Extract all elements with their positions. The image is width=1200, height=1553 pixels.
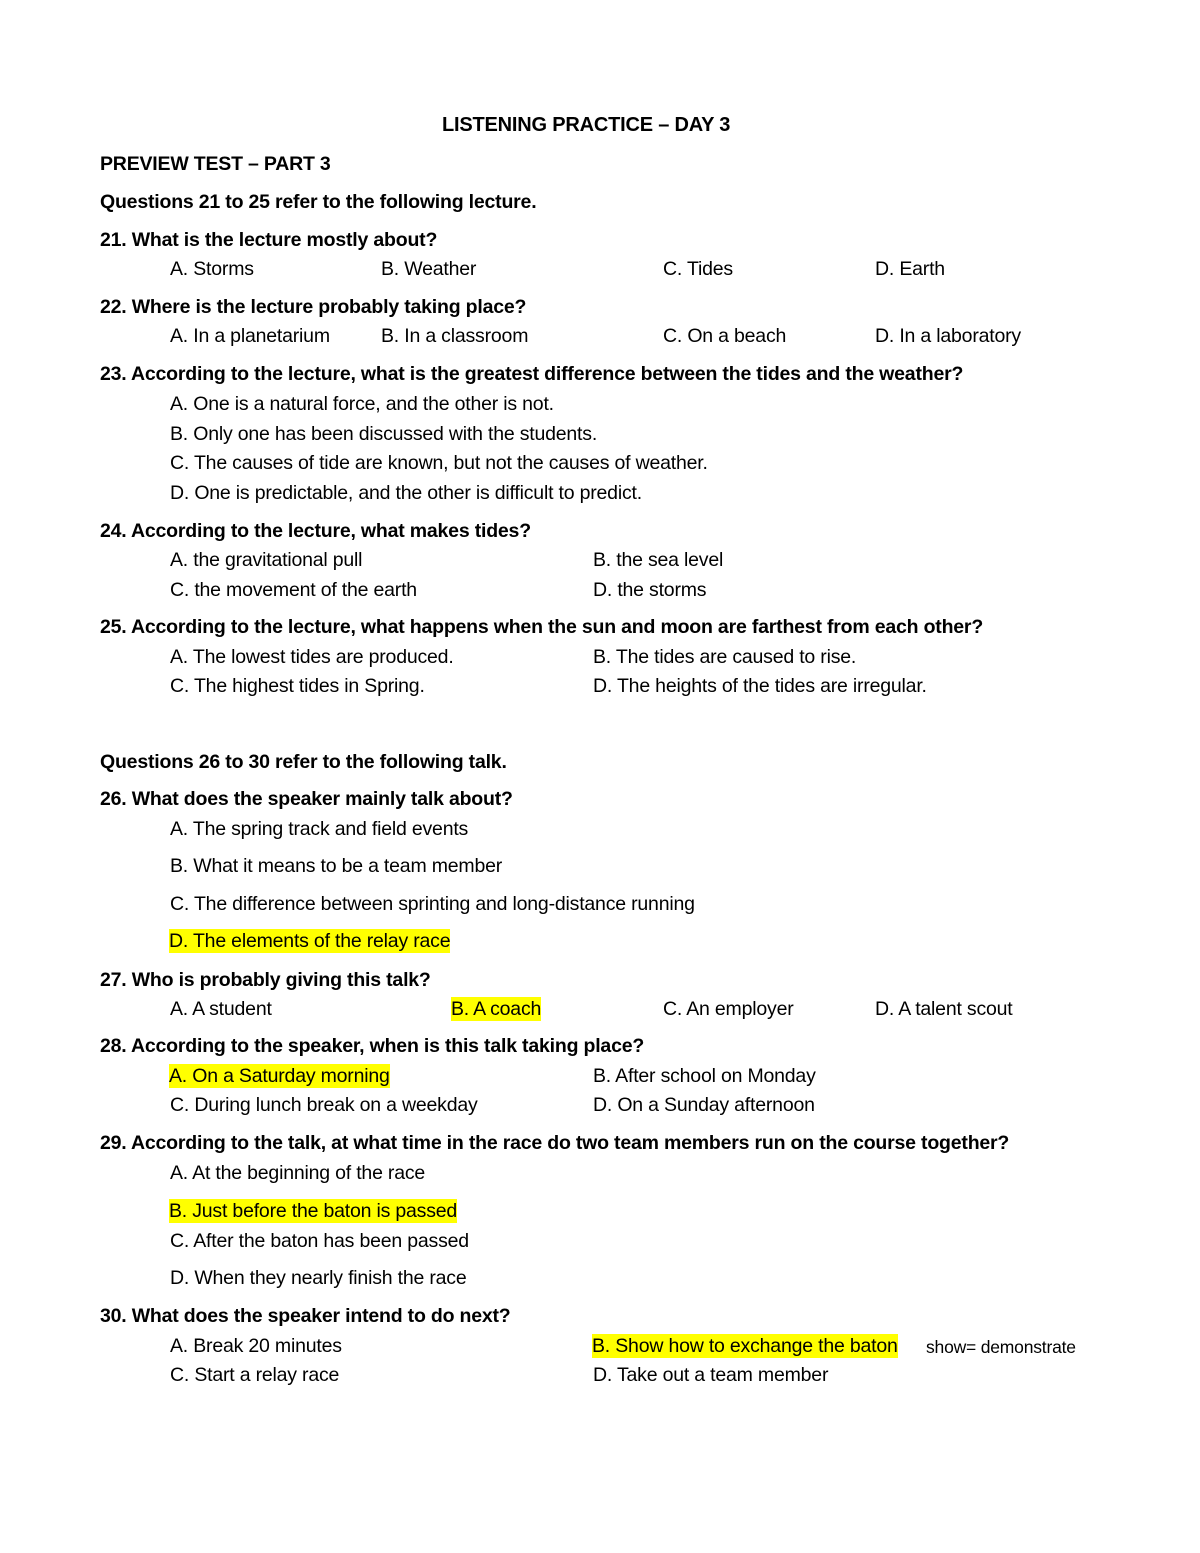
question-stem: 28. According to the speaker, when is this talk taking place?	[100, 1035, 645, 1057]
answer-option: A. At the beginning of the race	[170, 1162, 426, 1184]
answer-option: C. the movement of the earth	[170, 579, 417, 601]
question-stem: 22. Where is the lecture probably taking place?	[100, 296, 527, 318]
question-stem: 27. Who is probably giving this talk?	[100, 969, 431, 991]
answer-option: D. In a laboratory	[875, 325, 1021, 347]
answer-option: A. The spring track and field events	[170, 818, 469, 840]
answer-option: A. A student	[170, 998, 272, 1020]
answer-option: B. The tides are caused to rise.	[593, 646, 857, 668]
answer-option: D. When they nearly finish the race	[170, 1267, 467, 1289]
answer-option: D. Take out a team member	[593, 1364, 829, 1386]
answer-option: A. In a planetarium	[170, 325, 330, 347]
question-stem: 23. According to the lecture, what is the greatest difference between the tides and the weather?	[100, 363, 964, 385]
answer-option: A. Break 20 minutes	[170, 1335, 342, 1357]
answer-option: C. Start a relay race	[170, 1364, 340, 1386]
answer-option: B. After school on Monday	[593, 1065, 816, 1087]
answer-option: D. the storms	[593, 579, 707, 601]
answer-option: A. Storms	[170, 258, 254, 280]
highlighted-answer: A. On a Saturday morning	[169, 1065, 390, 1087]
section-intro: Questions 21 to 25 refer to the following lecture.	[100, 191, 537, 213]
answer-option: D. One is predictable, and the other is difficult to predict.	[170, 482, 642, 504]
answer-option: C. Tides	[663, 258, 733, 280]
answer-option: A. the gravitational pull	[170, 549, 363, 571]
answer-option: C. An employer	[663, 998, 794, 1020]
handwritten-style-note: show= demonstrate	[926, 1337, 1076, 1357]
answer-option: C. The causes of tide are known, but not the causes of weather.	[170, 452, 708, 474]
answer-option: D. The heights of the tides are irregular.	[593, 675, 927, 697]
document-title: LISTENING PRACTICE – DAY 3	[442, 114, 731, 136]
answer-option: B. the sea level	[593, 549, 724, 571]
answer-option: C. During lunch break on a weekday	[170, 1094, 478, 1116]
highlighted-answer: B. Show how to exchange the baton	[592, 1335, 898, 1357]
answer-option: A. The lowest tides are produced.	[170, 646, 454, 668]
question-stem: 26. What does the speaker mainly talk about?	[100, 788, 513, 810]
answer-option: D. A talent scout	[875, 998, 1013, 1020]
answer-option: A. One is a natural force, and the other is not.	[170, 393, 554, 415]
answer-option: D. Earth	[875, 258, 945, 280]
answer-option: B. Only one has been discussed with the students.	[170, 423, 598, 445]
answer-option: B. Weather	[381, 258, 477, 280]
question-stem: 24. According to the lecture, what makes tides?	[100, 520, 531, 542]
section-intro: Questions 26 to 30 refer to the following talk.	[100, 751, 507, 773]
question-stem: 29. According to the talk, at what time in the race do two team members run on the course together?	[100, 1132, 1010, 1154]
answer-option: B. In a classroom	[381, 325, 529, 347]
answer-option: C. On a beach	[663, 325, 787, 347]
highlighted-answer: B. A coach	[451, 998, 542, 1020]
part-heading: PREVIEW TEST – PART 3	[100, 153, 331, 175]
answer-option: C. The highest tides in Spring.	[170, 675, 425, 697]
answer-option: C. The difference between sprinting and long-distance running	[170, 893, 695, 915]
answer-option: B. What it means to be a team member	[170, 855, 503, 877]
question-stem: 21. What is the lecture mostly about?	[100, 229, 438, 251]
question-stem: 25. According to the lecture, what happens when the sun and moon are farthest from each other?	[100, 616, 984, 638]
highlighted-answer: B. Just before the baton is passed	[169, 1200, 458, 1222]
highlighted-answer: D. The elements of the relay race	[169, 930, 451, 952]
answer-option: C. After the baton has been passed	[170, 1230, 469, 1252]
question-stem: 30. What does the speaker intend to do next?	[100, 1305, 511, 1327]
answer-option: D. On a Sunday afternoon	[593, 1094, 815, 1116]
